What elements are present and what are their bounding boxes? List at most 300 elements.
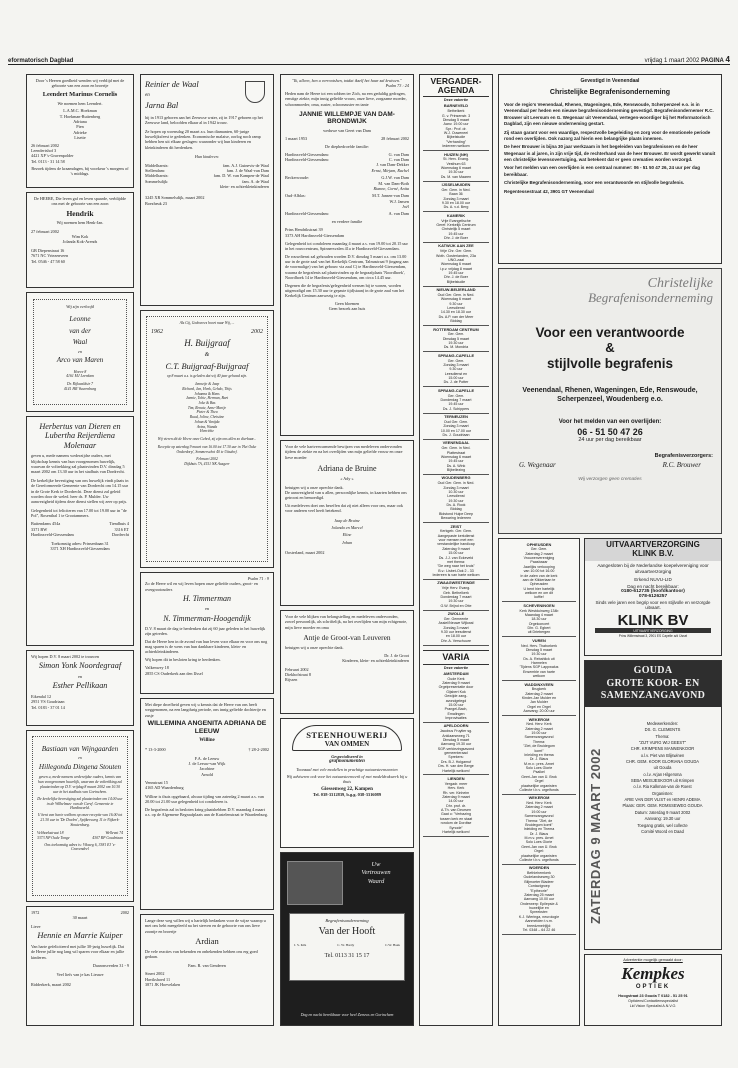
agenda-place: ZWAAGWESTEINDE — [437, 580, 475, 586]
gouda-line: DS. G. CLEMENTS — [644, 727, 681, 733]
vdh-name: Van der Hooft — [318, 925, 376, 937]
agenda-line: Contactgroep — [528, 884, 550, 889]
reinier-children — [145, 163, 269, 190]
address-line: Sinert 2002 — [145, 971, 165, 977]
antje-sign — [285, 653, 409, 664]
child-names: fam. A.J. Guinevis-de Waal — [222, 162, 269, 168]
parent-line: Pien — [76, 124, 84, 130]
agenda-line: 18.30 uur — [531, 617, 547, 622]
agenda-line: Ger. Gem. — [447, 393, 465, 398]
agenda-place: SPRANG-CAPELLE — [437, 387, 475, 393]
agenda-line: Bethelkerk — [447, 109, 465, 114]
agenda-line: Inleiding en thema — [524, 752, 554, 757]
announcement-hendrik — [26, 192, 134, 288]
reinier-heading: Hun kinderen: — [194, 154, 220, 160]
page-header — [8, 54, 730, 65]
agenda-item — [423, 387, 489, 413]
ad-gouda-zangavond — [584, 660, 722, 950]
buijgraaf-note: Wij vieren dit de Heere onze Gebed, zij zijn ons allen zo dierbaar... — [157, 437, 257, 442]
family-place: Hardinxveld-Giessendam: — [285, 211, 329, 217]
agenda-line: Kerkgeb. Ger. Gem. — [440, 529, 472, 534]
agenda-line: 19.30 uur — [448, 170, 464, 175]
gouda-line: uit Gouda — [653, 765, 672, 771]
jannie-verse: "Ik, alleen, ben u verrootshen, totdat ikzelf het haar zal kruiwen." — [292, 78, 402, 83]
adriana-body: betuigen wij u onze oprechte dank. — [285, 484, 344, 490]
hendrik-intro: De HEERE, Die leven gaf en leven spaarde, verblijdde ons met de geboorte van een zoon — [33, 196, 127, 207]
agenda-place: LIENDEN — [447, 775, 465, 781]
agenda-line: Paasbazar — [530, 560, 548, 565]
agenda-line: Woth. Oosterlanden, 23a — [436, 253, 476, 258]
steen-body: Toonzaal met vele modellen in prachtige natuursteensoorten — [296, 767, 398, 772]
agenda-line: Orgelconcert — [528, 621, 550, 626]
agenda-place: WADDINXVEEN — [524, 681, 554, 687]
klink-p3: Dag en nacht bereikbaar: — [627, 583, 679, 589]
agenda-line: avondgelegd — [445, 698, 467, 703]
agenda-line: tussen kerk en staat — [439, 816, 473, 821]
willemina-nick: Willine — [199, 737, 215, 743]
tagline-line: Waard — [367, 877, 385, 885]
timmerman-body2: D.V. 8 maart de dag te herdenken dat zij 60 jaar geleden in het huwelijk zijn getreden. — [145, 625, 266, 637]
adriana-sign — [285, 518, 409, 546]
agenda-line: Leesdienst — [447, 306, 465, 311]
parent-line: Jolanda Kok-Arends — [62, 239, 98, 245]
hennie-names: Hennie en Marrie Kuiper — [37, 931, 123, 941]
agenda-line: U bent hier hartelijk — [523, 586, 555, 591]
page-number: 4 — [725, 55, 730, 64]
gouda-line: CHR. GEM. KOOR GLORIANA GOUDA — [625, 759, 699, 765]
family-names: M. van Dam-Both — [378, 180, 409, 186]
agenda-line: Improvisaties — [445, 716, 467, 721]
agenda-line: "Verharding" — [446, 139, 466, 144]
bastiaan-future: Ons toekomstig adres is: Vikweg 6, 3381 EJ 's-Gravendeel — [44, 842, 116, 852]
hennie-date: 30 maart — [72, 915, 88, 921]
address-line: 3316 ET — [114, 526, 129, 532]
agenda-line: Ds. A. Wink — [446, 463, 466, 468]
agenda-line: Dr. J. Blaus — [529, 831, 549, 836]
agenda-place: VUREN — [532, 637, 546, 643]
agenda-line: Woensdag 6 maart — [440, 454, 472, 459]
kempkes-addr3: Lid Vision Specialist A.N.V.O. — [629, 1003, 677, 1008]
vanderhooft-card — [289, 913, 405, 981]
address-line: 4141 HR Vuurenburg — [63, 387, 97, 392]
agenda-line: Ds. M. van Maaren — [440, 174, 472, 179]
agenda-line: met thema: — [447, 559, 465, 564]
agenda-line: 14.30 en 18.30 uur — [440, 310, 472, 315]
bastiaan-name: Bastiaan van Wijngaarden — [41, 745, 119, 753]
agenda-line: Christelijk 5 maart — [441, 227, 471, 232]
kid-line: Johanna & Hans — [194, 391, 220, 396]
agenda-line: Donderdag 7 maart — [440, 594, 472, 599]
adriana-body3: Uit medeleven doet ons beseffen dat zij niet alleen voor ons, maar ook voor anderen veel heeft betekend. — [285, 502, 403, 514]
agenda-place: KATWIJK AAN ZEE — [438, 243, 474, 249]
agenda-line: Spreekster: — [529, 910, 549, 915]
agenda-place: IJSSELMUIDEN — [441, 182, 471, 188]
address-line: 4421 XP 's-Gravenpolder — [31, 153, 74, 159]
agenda-line: Plattestraat — [446, 450, 466, 455]
family-names: W.J. Jansen — [389, 198, 409, 204]
buijgraaf-years — [151, 329, 263, 337]
family-place: Hardinxveld-Giessendam: — [285, 157, 329, 163]
address-line: Vennstraat 15 — [145, 780, 168, 786]
agenda-line: Dhr. G. Egbert — [527, 626, 551, 631]
agenda-line: Geref. Kerkelijk Centrum — [436, 222, 476, 227]
gouda-title-1: GOUDA — [633, 665, 673, 676]
agenda-line: Ger. Gem. in Ned. — [441, 446, 471, 451]
agenda-line: Oud Ger. Gem. in Ned. — [437, 292, 475, 297]
kid-line: Jannie, Tobie, Herman, Bart — [185, 396, 229, 401]
address-line: Wellevat 74 — [105, 830, 123, 835]
agenda-line: Ds. J. de Potter — [443, 380, 469, 385]
announcement-reinier — [140, 74, 274, 306]
ad-klink — [584, 538, 722, 656]
agenda-line: 19.30 uur — [448, 599, 464, 604]
agenda-line: Orgelpresentatie door — [438, 685, 474, 690]
address-line: 7671 NC Vriezenveen — [31, 253, 69, 259]
klink-addr: Prins Willemstraat 3, 2901 ES Capelle a/d IJssel — [618, 633, 688, 638]
herbertus-names: Herbertus van Dieren en Lubertha Reijerdiena Molenaar — [39, 422, 121, 450]
buijgraaf-body: op 8 maart a.s. is geleden dat wij 40 jaar gehuwd zijn. — [166, 374, 248, 379]
antje-intro: Voor de vele blijken van belangstelling en medeleven ondervonden, zowel persoonlijk, als schriftelijk, na het overlijden van mijn echtgenote, mijn lieve moeder en oma — [285, 614, 408, 630]
gevestigd-p3: De heer Brouwer is bijna 30 jaar werkzaam in het begeleiden van begrafenissen en de heer Wegenaar is al jaren, in zijn vrije tijd, de rechterhand van de heer Brouwer. Er wordt gewerkt vanuit een christelijke levensovertuiging, wat betekent dat er geen crematies worden verzorgd. — [504, 144, 716, 163]
address-line: 2951 VS Goudriaan — [31, 699, 65, 705]
agenda-line: UNO-zaal — [448, 257, 464, 262]
kempkes-logo: Kempkes — [621, 963, 685, 983]
agenda-place: ZEIST — [450, 523, 462, 529]
timmerman-name2: N. Timmerman-Hoogendijk — [163, 613, 251, 623]
sign-line: Johan — [341, 539, 353, 545]
agenda-line: Zondag 3 maart — [443, 196, 469, 201]
steen-banner — [292, 725, 402, 751]
agenda-line: Kinder-Jan Mulder en — [521, 696, 557, 701]
child-place: Middelharnis: — [145, 173, 169, 179]
agenda-line: Aanmelden t.v.m. — [525, 919, 553, 924]
agenda-line: 9.30 uur leesdienst — [440, 629, 472, 634]
agenda-line: in de zalen van de kerk — [520, 573, 558, 578]
ad-towns: Veenendaal, Rhenen, Wageningen, Ede, Renswoude, Scherpenzeel, Woudenberg e.o. — [522, 386, 698, 404]
antje-name: Antje de Groot-van Leuveren — [303, 633, 391, 643]
agenda-line: 19.45 uur — [448, 231, 464, 236]
family-names: Joël — [402, 204, 409, 210]
agenda-line: Zaterdag 2 maart — [525, 805, 553, 810]
timmerman-connector: en — [205, 606, 209, 612]
vdh-people — [294, 943, 400, 947]
steen-tel: Tel. 038-3312839, b.g.g. 038-3316089 — [312, 792, 382, 797]
agenda-line: Bruidegom komt" — [525, 822, 553, 827]
agenda-line: 9.30 uur — [449, 367, 463, 372]
jannie-body2: Gelegenheid tot condoleren maandag 4 maart a.s. van 19.00 tot 20.15 uur in het rouwcentrum, Spinnersvalen 41a te Hardinxveld-Giessendam. — [285, 240, 408, 252]
agenda-line: W.J. Ouweneel — [443, 131, 469, 135]
year-left: 1972 — [31, 910, 40, 915]
agenda-line: Synode" — [449, 825, 463, 830]
family-row — [285, 186, 409, 191]
buijgraaf-reception: Receptie op zaterdag 9 maart van 16.00 tot 17.30 uur in 'Het Ouke Onderdorp', Sommerschot 40 te Uitsdorf. — [157, 444, 257, 454]
reinier-name: Reinier de Waal — [145, 80, 199, 89]
agenda-line: K.J. Wieringa, neurologie — [518, 914, 560, 919]
kid-line: Richard, Jan, Henk, Gehdo, Thijs — [182, 386, 232, 391]
address-line: 3371 BW — [31, 526, 48, 532]
agenda-line: Dr. J. Blaus — [529, 757, 549, 762]
address-line: Tel. 0183 - 37 01 14 — [31, 704, 65, 710]
agenda-line: Jacobus Fruytier sg. — [439, 729, 473, 734]
agenda-line: Donderdag 7 maart — [440, 398, 472, 402]
timmerman-body4: Wij hopen dit in besloten kring te herdenken. — [145, 656, 221, 662]
agenda-item — [423, 414, 489, 440]
gouda-vertical-date: ZATERDAG 9 MAART 2002 — [588, 748, 603, 924]
agenda-item — [423, 475, 489, 523]
announcement-ardian — [140, 914, 274, 1026]
agenda-line: Baan 36 — [449, 192, 463, 197]
family-row — [285, 204, 409, 209]
parent-line: Adrieke — [73, 129, 87, 135]
bastiaan-body2: De kerkelijke bevestiging zal plaatsvinden om 14.00 uur in de Wilhelmus- van de Geref. Gemeente te Hardinxveld. — [37, 796, 123, 811]
hennie-body: Van harte gefeliciteerd met jullie 30-jarig huwelijk. Dat de Heere jullie nog lang wil sparen voor elkaar en jullie kinderen. — [31, 943, 125, 960]
cornelis-subtitle: We noemen hem Leendert. — [57, 100, 103, 106]
slogan-3: stijlvolle begrafenis — [546, 355, 674, 371]
agenda-item — [423, 775, 489, 836]
header-date: vrijdag 1 maart 2002 — [644, 58, 700, 64]
herbertus-addresses — [31, 521, 129, 537]
gouda-line: "ZIJT VURG WIJ GEEST" — [638, 740, 687, 746]
kid-line: Johan & Vanijda — [194, 419, 220, 424]
photo-image — [287, 861, 343, 905]
gouda-title-3: SAMENZANGAVOND — [600, 690, 706, 701]
vdh-sub: Begrafenisonderneming — [325, 918, 369, 923]
agenda-line: uit Driebergen — [527, 630, 551, 635]
agenda-line: gemeenteraad — [444, 751, 468, 756]
address-line: Boezheuk 23 — [145, 200, 167, 206]
ardian-name: Ardian — [195, 936, 219, 947]
agenda-line: Ned. Herv. Thaborkerk — [520, 643, 558, 648]
announcement-jannie — [280, 74, 414, 436]
agenda-item — [502, 795, 576, 865]
crest-icon — [245, 81, 265, 103]
agenda-line: 19.30 uur — [448, 498, 464, 503]
future-address: Toekomstig adres: Prinsenbaan 31 — [51, 540, 109, 546]
agenda-line: Aanv. 19.00 uur — [443, 122, 469, 127]
agenda-place: APELDOORN — [443, 723, 469, 729]
agenda-item — [423, 151, 489, 182]
klink-p2: Erkend NUVU-LID — [634, 576, 672, 582]
born-date: 1 maart 1953 — [285, 135, 308, 141]
klink-head-2: KLINK B.V. — [632, 548, 674, 558]
sign-line: Jaap de Bruine — [334, 517, 360, 523]
agenda-line: verstandelijke handicap — [437, 542, 475, 547]
family-names: Ernst, Mirjam, Rachel — [371, 167, 409, 173]
family-names: A. van Dam — [388, 211, 409, 217]
agenda-line: Ger. Gem. — [447, 332, 465, 337]
buijgraaf-connector: & — [204, 351, 210, 358]
born-date: * 13-3-2000 — [145, 747, 166, 753]
family-line: F.A. de Leeuw — [194, 755, 220, 761]
address-line: 3245 XR Sommelsdijk, maart 2002 — [145, 195, 205, 201]
agenda-line: Oude Kerk — [447, 676, 465, 681]
agenda-item — [502, 637, 576, 681]
agenda-line: en 18.00 uur — [445, 634, 467, 639]
jannie-name: JANNIE WILLEMPJE VAN DAM-BRONDWIJK — [299, 110, 395, 126]
agenda-line: Dinsdag 5 maart — [442, 117, 470, 122]
agenda-line: Geeri-Jan van Ü. Brok — [521, 844, 557, 849]
gouda-line: Datum: zaterdag 9 maart 2002 — [634, 809, 691, 815]
address-line: 2855 CS Ouderkerk aan den IJssel — [145, 670, 203, 676]
timmerman-name1: H. Timmerman — [182, 594, 231, 604]
team-names — [507, 459, 713, 471]
leonne-inner-frame — [33, 299, 127, 405]
agenda-line: huwelijke en — [529, 906, 549, 911]
agenda-place: OPHEUSDEN — [526, 541, 552, 547]
agenda-line: Jaarlijks verkooping — [523, 564, 555, 569]
agenda-item — [423, 103, 489, 151]
bastiaan-body: geven u, mede namens wederzijdse ouders, kennis van hun voorgenomen huwelijk, waarvan de voltrekking zal plaatsvinden op D.V. vrijdag 8 maart 2002 om 10.30 uur in het stadhuis van Gorinchem. — [38, 775, 122, 794]
bastiaan-connector: en — [78, 756, 82, 761]
simon-name: Simon Yonk Noordegraaf — [38, 661, 122, 671]
agenda-line: A.Th. van Deursen — [441, 808, 471, 812]
agenda-line: 19.45 uur — [448, 459, 464, 464]
agenda-line: B.v.: Lisbet-Ook 2 - 33 — [438, 568, 474, 573]
agenda-line: M.m.v.: pres. Arnet — [524, 761, 554, 766]
bastiaan-addresses — [37, 831, 123, 841]
agenda-line: Ger. Gem. — [447, 358, 465, 363]
agenda-line: Psalkel — [533, 770, 545, 775]
agenda-line: Ds. A.P. van der Meer — [438, 314, 474, 319]
family-names: C. van Dam — [388, 157, 409, 163]
address-line: Leendertshof 3 — [31, 147, 57, 153]
agenda-line: Aanvang: 20.00 uur — [523, 709, 555, 714]
agenda-line: Prangel-Bach, — [444, 707, 468, 712]
leonne-and: en — [78, 349, 82, 355]
address-right — [92, 831, 123, 841]
agenda-line: Aangepaste kerkdienst — [437, 533, 475, 538]
agenda-line: Brugkerk — [531, 687, 547, 692]
agenda-line: Ds. A. v.d. Berg — [443, 205, 469, 210]
agenda-line: 19.45 uur — [448, 402, 464, 407]
child-names: fam. A. de Waal — [242, 178, 269, 184]
agenda-line: Zaterdag 2 maart — [525, 726, 553, 731]
place-line: Rijssen — [285, 677, 298, 683]
sign-line: Eline — [342, 532, 352, 538]
willemina-body2: De begrafenis zal in besloten kring plaatshebben D.V. maandag 4 maart a.s. op de Algemene Begraafplaats aan de Kastelenstraat te Waardenburg. — [145, 806, 268, 817]
agenda-place: WOERDEN — [528, 865, 550, 871]
announcement-antje — [280, 610, 414, 714]
agenda-item — [502, 602, 576, 637]
jannie-family — [285, 152, 409, 225]
agenda-place: BARNEVELD — [443, 103, 469, 109]
parent-line: T. Hoekman-Ruttenberg — [59, 113, 101, 119]
agenda-title-2: AGENDA — [437, 84, 475, 95]
agenda-line: Orgel — [534, 779, 544, 784]
agenda-line: Zondag 3 maart — [443, 625, 469, 630]
willemina-family — [145, 756, 269, 778]
address-left — [31, 521, 74, 537]
gouda-line: Toegang gratis, wel collecte — [637, 822, 688, 828]
agenda-line: Woensdag 6 maart — [440, 166, 472, 171]
agenda-line: Zaterdag 2 maart — [525, 691, 553, 696]
announcement-buijgraaf — [140, 310, 274, 568]
gouda-line: Aanvang: 19.30 uur — [644, 816, 681, 822]
kid-line: Henriëtte — [200, 429, 214, 434]
gouda-list — [607, 721, 718, 835]
family-names: en verdere familie — [331, 218, 363, 224]
logo-christelijke: Christelijke — [647, 276, 713, 291]
agenda-item — [423, 723, 489, 776]
agenda-line: Maandag 4 maart — [524, 612, 554, 617]
agenda-line: Ned. Herv. Kerk — [526, 801, 552, 806]
agenda-line: Vrouwenvereniging — [523, 556, 555, 561]
parent-line: Adriana — [73, 119, 87, 125]
agenda-line: Vesthum 63 — [446, 161, 466, 166]
family-row — [285, 168, 409, 173]
person-name: C. W. Hardy — [337, 942, 355, 947]
gouda-line: Thema: — [655, 733, 670, 739]
agenda-item — [423, 670, 489, 723]
family-line: Arnold — [201, 771, 213, 777]
agenda-line: Drs. H. van den Berge — [438, 764, 474, 769]
family-row — [285, 211, 409, 216]
agenda-line: Orgel en Orgel — [527, 704, 551, 709]
simon-connector: en — [78, 673, 82, 679]
gouda-line: CHR. KRIMPENS MANNENKOOR — [630, 746, 695, 752]
agenda-line: Zaterdag 2 maart — [525, 551, 553, 556]
agenda-line: Iedereen is van harte welkom — [432, 573, 480, 578]
agenda-line: rondom de Dordtse — [440, 821, 472, 826]
agenda-line: Harmelen — [531, 661, 547, 666]
agenda-line: Dinsdag 5 maart — [525, 647, 553, 652]
bastiaan-inner-frame — [32, 736, 128, 896]
sign-line: Jolanda en Marcel — [331, 524, 363, 530]
agenda-line: Vrije Herv. Evang. — [441, 586, 471, 591]
agenda-item — [423, 352, 489, 387]
year-right: 2002 — [120, 910, 129, 915]
family-names: M.T. Jansen-van Dam — [372, 193, 409, 199]
slogan-2: & — [605, 340, 615, 356]
slogan-1: Voor een verantwoorde — [535, 325, 685, 341]
address-right — [109, 521, 129, 537]
child-place: Stellendam: — [145, 167, 166, 173]
family-names: G. van Dam — [388, 151, 409, 157]
varia-list — [423, 670, 489, 836]
family-line: Jacobine — [199, 766, 215, 772]
jannie-dates — [285, 136, 409, 141]
klink-p4: Sinds vele jaren een begrip voor een stijlvolle en verzorgde uitvaart. — [595, 599, 711, 610]
willemina-dates — [145, 747, 269, 752]
timmerman-verse: Psalm 71 : 9 — [247, 576, 269, 581]
gouda-foot: Advertentie mogelijk gemaakt door: — [623, 958, 683, 962]
gouda-line: ARIE VAN DER VLIST en HENRI ADEMA — [624, 797, 701, 803]
agenda-item — [502, 681, 576, 716]
leonne-connector: van der — [69, 326, 91, 335]
agenda-line: van 10.00 tot 16.00 — [523, 569, 555, 574]
agenda-line: Aanvang 10.00 uur — [523, 897, 555, 902]
agenda-line: Biddag — [450, 507, 462, 512]
kempkes-addr2: Opticiens/Contactlensspecialist — [628, 999, 678, 1004]
announcement-herbertus — [26, 416, 134, 646]
agenda-line: "Ziet, de Bruidegom — [523, 744, 555, 749]
address-left — [37, 831, 70, 841]
agenda-line: Leesdienst — [447, 494, 465, 499]
gevestigd-p6: Regentessestraat 42, 3901 GT Veenendaal — [504, 188, 594, 194]
agenda-line: welkom en om dit — [525, 591, 553, 596]
agenda-item — [423, 243, 489, 287]
klink-logo: KLINK BV — [595, 613, 711, 629]
address-line: Tiendhuis 4 — [109, 521, 129, 527]
gouda-line: SEBA MEISJESKOOR uit Krimpen — [630, 778, 695, 784]
agenda-line: Biddag — [450, 319, 462, 324]
agenda-line: Solo Loes Glorie — [525, 840, 553, 845]
agenda-item — [423, 440, 489, 475]
agenda-line: Geb. Bethelkerk — [443, 590, 469, 595]
nb-line: Geen bloemen — [334, 300, 360, 306]
address-line: GB Diepenstraat 16 — [31, 247, 65, 253]
agenda-line: 19.30 uur — [531, 652, 547, 657]
